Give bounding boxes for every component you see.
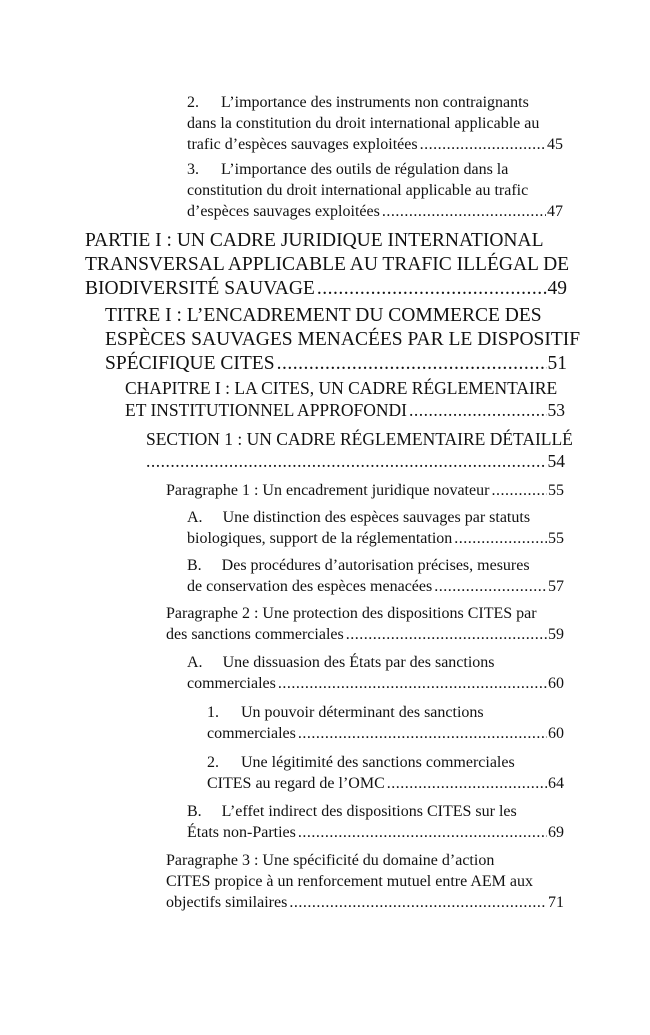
entry-title-line1: Une distinction des espèces sauvages par statuts bbox=[222, 509, 531, 526]
entry-number: 2. bbox=[207, 754, 219, 771]
toc-entry-chapitre-1[interactable] bbox=[125, 377, 565, 421]
entry-title-line1: L’importance des instruments non contraignants bbox=[221, 94, 529, 111]
page-number: 59 bbox=[548, 626, 564, 643]
entry-title-line2: ESPÈCES SAUVAGES MENACÉES PAR LE DISPOSITIF bbox=[105, 329, 581, 350]
toc-entry-section-1[interactable] bbox=[146, 428, 573, 472]
entry-title-line2: ET INSTITUTIONNEL APPROFONDI bbox=[125, 400, 407, 420]
dot-leader bbox=[346, 624, 547, 645]
dot-leader bbox=[420, 134, 546, 155]
toc-entry-b-procedures[interactable] bbox=[187, 555, 564, 597]
page-number: 47 bbox=[547, 203, 563, 220]
entry-title-line1: L’effet indirect des dispositions CITES sur les bbox=[221, 803, 517, 820]
toc-entry-b-effet-indirect[interactable] bbox=[187, 801, 564, 843]
entry-title-line3: trafic d’espèces sauvages exploitées bbox=[187, 136, 418, 153]
entry-number: 3. bbox=[187, 161, 199, 178]
dot-leader bbox=[289, 892, 547, 913]
toc-entry-titre-1[interactable] bbox=[105, 304, 581, 376]
toc-entry-partie-1[interactable] bbox=[85, 229, 570, 301]
entry-title-line2: CITES propice à un renforcement mutuel entre AEM aux bbox=[166, 873, 533, 890]
dot-leader bbox=[278, 673, 547, 694]
entry-title-line1: L’importance des outils de régulation dans la bbox=[221, 161, 509, 178]
page-number: 53 bbox=[547, 400, 565, 420]
page-number: 60 bbox=[548, 725, 564, 742]
dot-leader bbox=[146, 450, 547, 472]
dot-leader bbox=[317, 277, 547, 301]
entry-title-line2: des sanctions commerciales bbox=[166, 626, 344, 643]
entry-number: A. bbox=[187, 654, 203, 671]
page-number: 71 bbox=[548, 894, 564, 911]
dot-leader bbox=[454, 528, 547, 549]
dot-leader bbox=[382, 201, 546, 222]
dot-leader bbox=[298, 723, 547, 744]
entry-title-line1: Un pouvoir déterminant des sanctions bbox=[241, 704, 484, 721]
toc-entry-1-pouvoir[interactable] bbox=[207, 702, 564, 744]
entry-title-line2: dans la constitution du droit international applicable au bbox=[187, 115, 540, 132]
page-number: 55 bbox=[548, 482, 564, 499]
toc-entry-2-instruments[interactable] bbox=[187, 92, 563, 155]
entry-title-line2: TRANSVERSAL APPLICABLE AU TRAFIC ILLÉGAL DE bbox=[85, 254, 570, 275]
toc-entry-2-legitimite[interactable] bbox=[207, 752, 564, 794]
entry-title-line2: commerciales bbox=[207, 725, 296, 742]
entry-title-line1: TITRE I : L’ENCADREMENT DU COMMERCE DES bbox=[105, 305, 542, 326]
entry-title-line2: de conservation des espèces menacées bbox=[187, 578, 433, 595]
entry-title-line3: SPÉCIFIQUE CITES bbox=[105, 353, 275, 374]
page-number: 60 bbox=[548, 675, 564, 692]
entry-title-line1: PARTIE I : UN CADRE JURIDIQUE INTERNATIONAL bbox=[85, 230, 544, 251]
page-number: 55 bbox=[548, 530, 564, 547]
entry-title-line1: Des procédures d’autorisation précises, mesures bbox=[221, 557, 530, 574]
entry-title-line3: BIODIVERSITÉ SAUVAGE bbox=[85, 278, 315, 299]
entry-number: A. bbox=[187, 509, 203, 526]
dot-leader bbox=[298, 822, 547, 843]
toc-entry-paragraphe-2[interactable] bbox=[166, 603, 564, 645]
dot-leader bbox=[387, 773, 547, 794]
page-number: 54 bbox=[547, 451, 565, 471]
entry-title-line2: CITES au regard de l’OMC bbox=[207, 775, 385, 792]
page-number: 45 bbox=[547, 136, 563, 153]
entry-title-line1: SECTION 1 : UN CADRE RÉGLEMENTAIRE DÉTAILLÉ bbox=[146, 429, 573, 449]
toc-entry-paragraphe-1[interactable] bbox=[166, 480, 564, 501]
page-number: 69 bbox=[548, 824, 564, 841]
entry-title-line1: Paragraphe 1 : Un encadrement juridique novateur bbox=[166, 482, 490, 499]
entry-title-line2: commerciales bbox=[187, 675, 276, 692]
page-number: 49 bbox=[547, 278, 567, 299]
toc-entry-paragraphe-3[interactable] bbox=[166, 850, 564, 913]
dot-leader bbox=[277, 352, 547, 376]
entry-number: B. bbox=[187, 557, 202, 574]
entry-title-line2: États non-Parties bbox=[187, 824, 296, 841]
entry-title-line1: Une dissuasion des États par des sanctions bbox=[222, 654, 495, 671]
entry-title-line1: Une légitimité des sanctions commerciales bbox=[241, 754, 515, 771]
entry-title-line2: constitution du droit international applicable au trafic bbox=[187, 182, 529, 199]
toc-entry-3-outils[interactable] bbox=[187, 159, 563, 222]
page-number: 64 bbox=[548, 775, 564, 792]
entry-title-line3: objectifs similaires bbox=[166, 894, 288, 911]
entry-title-line3: d’espèces sauvages exploitées bbox=[187, 203, 380, 220]
entry-title-line1: CHAPITRE I : LA CITES, UN CADRE RÉGLEMENTAIRE bbox=[125, 378, 558, 398]
entry-number: 1. bbox=[207, 704, 219, 721]
entry-number: 2. bbox=[187, 94, 199, 111]
dot-leader bbox=[491, 480, 547, 501]
entry-title-line2: biologiques, support de la réglementation bbox=[187, 530, 453, 547]
page-number: 57 bbox=[548, 578, 564, 595]
entry-title-line1: Paragraphe 3 : Une spécificité du domaine d’action bbox=[166, 852, 495, 869]
entry-title-line1: Paragraphe 2 : Une protection des dispositions CITES par bbox=[166, 605, 537, 622]
toc-entry-a-dissuasion[interactable] bbox=[187, 652, 564, 694]
toc-entry-a-distinction[interactable] bbox=[187, 507, 564, 549]
page-number: 51 bbox=[547, 353, 567, 374]
dot-leader bbox=[434, 576, 547, 597]
entry-number: B. bbox=[187, 803, 202, 820]
dot-leader bbox=[409, 399, 547, 421]
